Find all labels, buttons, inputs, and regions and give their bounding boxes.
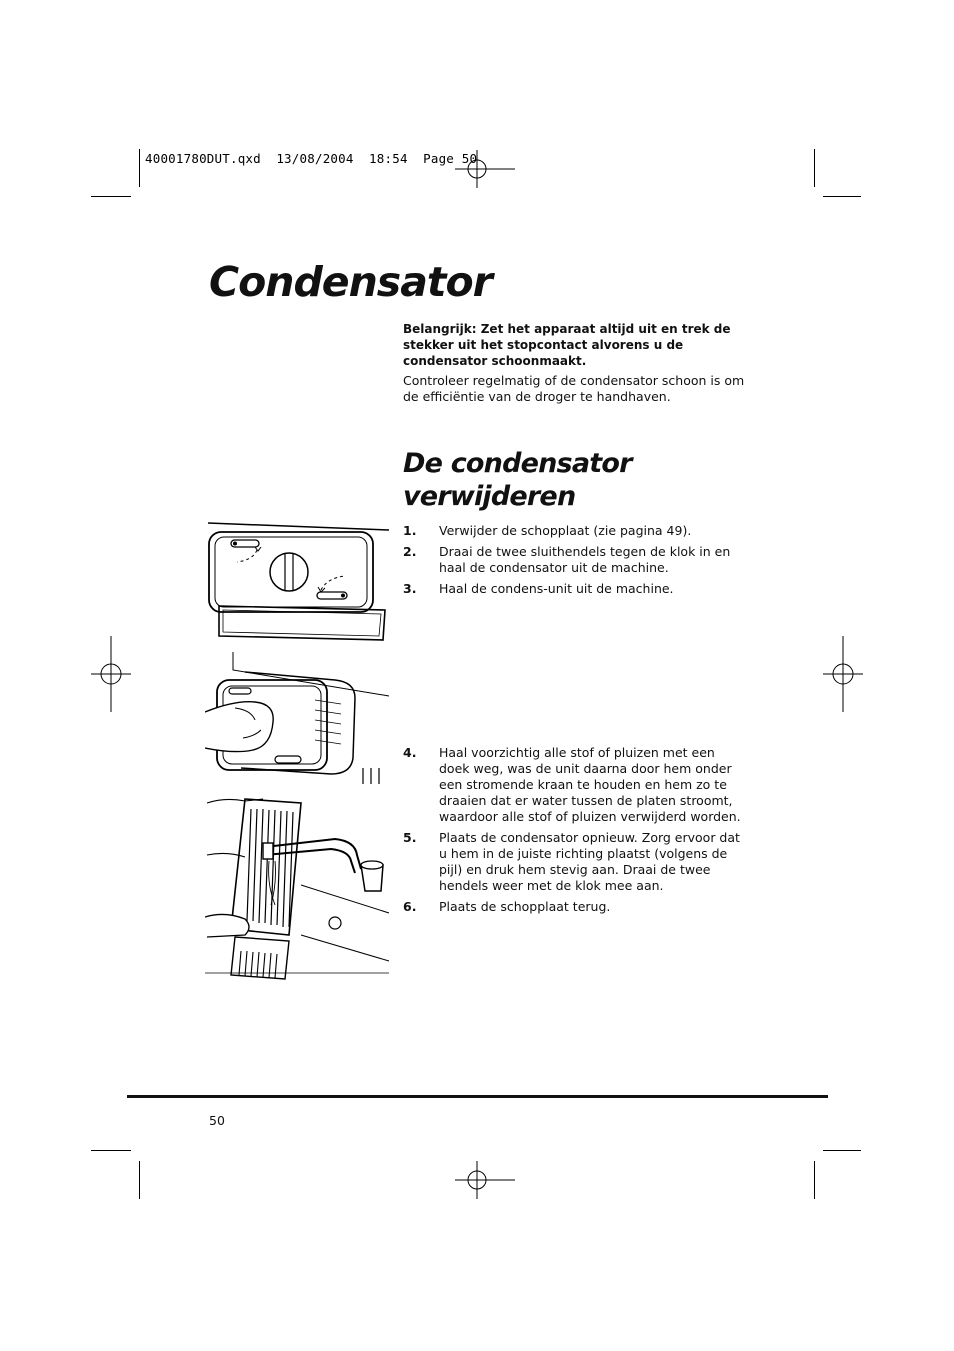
- step-item: [403, 899, 748, 915]
- registration-mark-bottom: [455, 1161, 517, 1201]
- step-item: [403, 544, 748, 576]
- steps-list-a: [403, 523, 748, 602]
- step-text: Haal de condens-unit uit de machine.: [439, 581, 674, 596]
- steps-list-b: [403, 745, 748, 920]
- step-number: 1.: [403, 523, 417, 538]
- important-note: Belangrijk: Zet het apparaat altijd uit en trek de stekker uit het stopcontact alvorens u de condensator schoonmaakt.: [403, 322, 731, 368]
- crop-mark: [139, 1161, 140, 1199]
- crop-mark: [814, 1161, 815, 1199]
- remove-unit-illustration: [205, 650, 391, 786]
- wash-unit-illustration: [205, 795, 391, 981]
- step-text: Plaats de condensator opnieuw. Zorg ervoor dat u hem in de juiste richting plaatst (volgens de pijl) en druk hem stevig aan. Draai de twee hendels weer met de klok mee aan.: [439, 830, 740, 893]
- print-header: 40001780DUT.qxd 13/08/2004 18:54 Page 50: [145, 151, 478, 166]
- registration-mark-left: [91, 636, 131, 714]
- page-title: Condensator: [209, 258, 492, 306]
- registration-mark-right: [823, 636, 863, 714]
- step-text: Verwijder de schopplaat (zie pagina 49).: [439, 523, 692, 538]
- section-heading: De condensator verwijderen: [403, 448, 632, 512]
- step-number: 5.: [403, 830, 417, 845]
- step-number: 4.: [403, 745, 417, 760]
- step-number: 3.: [403, 581, 417, 596]
- step-item: [403, 581, 748, 597]
- crop-mark: [823, 1150, 861, 1151]
- step-text: Haal voorzichtig alle stof of pluizen met een doek weg, was de unit daarna door hem onder een stromende kraan te houden en hem zo te draaien dat er water tussen de platen stroomt, waardoor alle stof of pluizen verwijderd worden.: [439, 745, 741, 824]
- footer-rule: [127, 1095, 828, 1098]
- step-item: [403, 745, 748, 825]
- step-item: [403, 830, 748, 894]
- crop-mark: [139, 149, 140, 187]
- crop-mark: [91, 196, 131, 197]
- step-text: Plaats de schopplaat terug.: [439, 899, 611, 914]
- crop-mark: [91, 1150, 131, 1151]
- crop-mark: [823, 196, 861, 197]
- step-item: [403, 523, 748, 539]
- condensator-panel-illustration: [205, 520, 391, 642]
- step-number: 6.: [403, 899, 417, 914]
- step-text: Draai de twee sluithendels tegen de klok in en haal de condensator uit de machine.: [439, 544, 731, 575]
- page-number: 50: [209, 1113, 225, 1128]
- crop-mark: [814, 149, 815, 187]
- step-number: 2.: [403, 544, 417, 559]
- intro-paragraph: Controleer regelmatig of de condensator schoon is om de efficiëntie van de droger te handhaven.: [403, 373, 745, 404]
